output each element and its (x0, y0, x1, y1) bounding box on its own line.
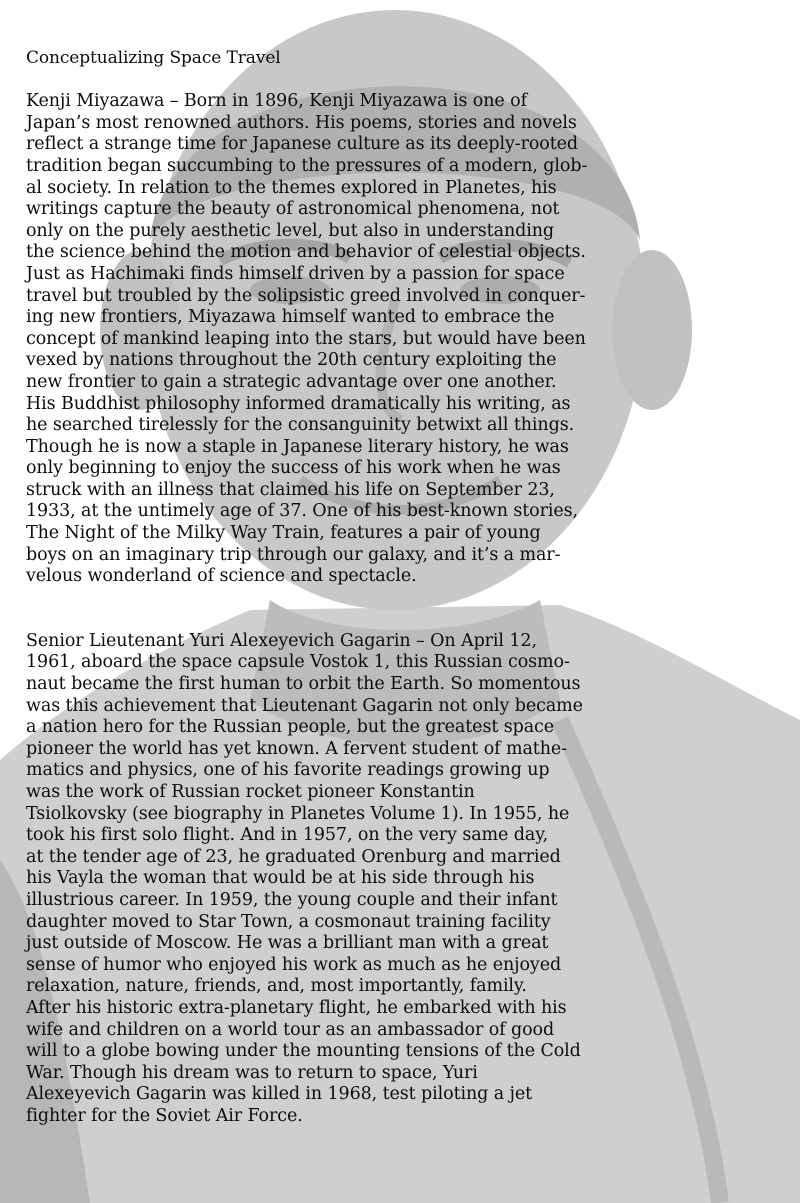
text-line: relaxation, nature, friends, and, most importantly, family. (26, 976, 527, 997)
text-line: was the work of Russian rocket pioneer Konstantin (26, 782, 475, 802)
text-line: velous wonderland of science and spectacle. (26, 566, 417, 587)
text-line: His Buddhist philosophy informed dramatically his writing, as (26, 393, 571, 414)
text-line: the science behind the motion and behavior of celestial objects. (26, 242, 586, 263)
text-line: 1961, aboard the space capsule Vostok 1, this Russian cosmo- (26, 652, 570, 673)
text-line: Kenji Miyazawa – Born in 1896, Kenji Miyazawa is one of (26, 91, 527, 112)
text-line: tradition began succumbing to the pressures of a modern, glob- (26, 155, 588, 176)
text-line: boys on an imaginary trip through our galaxy, and it’s a mar- (26, 544, 561, 565)
text-line: travel but troubled by the solipsistic greed involved in conquer- (26, 285, 586, 306)
page-title: Conceptualizing Space Travel (26, 48, 281, 68)
text-line: Though he is now a staple in Japanese literary history, he was (26, 436, 569, 457)
text-line: vexed by nations throughout the 20th century exploiting the (26, 350, 557, 371)
text-line: wife and children on a world tour as an ambassador of good (26, 1019, 555, 1040)
text-line: writings capture the beauty of astronomical phenomena, not (26, 199, 560, 220)
text-line: sense of humor who enjoyed his work as much as he enjoyed (26, 954, 562, 975)
text-line: just outside of Moscow. He was a brilliant man with a great (26, 933, 549, 954)
text-line: his Vayla the woman that would be at his side through his (26, 868, 535, 889)
text-line: he searched tirelessly for the consanguinity betwixt all things. (26, 415, 575, 436)
paragraph-gagarin (26, 631, 786, 1128)
text-line: ing new frontiers, Miyazawa himself wanted to embrace the (26, 307, 555, 328)
text-line: will to a globe bowing under the mounting tensions of the Cold (26, 1041, 581, 1062)
text-line: Alexeyevich Gagarin was killed in 1968, test piloting a jet (26, 1084, 533, 1105)
text-line: pioneer the world has yet known. A fervent student of mathe- (26, 738, 567, 759)
paragraph-miyazawa (26, 91, 786, 588)
text-line: After his historic extra-planetary flight, he embarked with his (26, 997, 567, 1018)
text-line: Senior Lieutenant Yuri Alexeyevich Gagarin – On April 12, (26, 630, 537, 651)
text-line: matics and physics, one of his favorite readings growing up (26, 760, 550, 781)
text-line: Just as Hachimaki finds himself driven by a passion for space (26, 263, 565, 284)
text-line: naut became the first human to orbit the Earth. So momentous (26, 674, 581, 695)
text-line: new frontier to gain a strategic advantage over one another. (26, 371, 557, 392)
text-line: only on the purely aesthetic level, but also in understanding (26, 220, 554, 241)
text-line: struck with an illness that claimed his life on September 23, (26, 479, 555, 500)
text-line: daughter moved to Star Town, a cosmonaut training facility (26, 911, 551, 932)
text-line: only beginning to enjoy the success of his work when he was (26, 458, 561, 479)
text-line: The Night of the Milky Way Train, features a pair of young (26, 523, 541, 544)
text-line: Tsiolkovsky (see biography in Planetes Volume 1). In 1955, he (26, 803, 570, 824)
text-line: took his first solo flight. And in 1957, on the very same day, (26, 825, 549, 846)
article-body (26, 48, 786, 1128)
text-line: a nation hero for the Russian people, but the greatest space (26, 717, 554, 738)
text-line: al society. In relation to the themes explored in Planetes, his (26, 177, 557, 198)
text-line: Japan’s most renowned authors. His poems, stories and novels (26, 112, 577, 133)
text-line: 1933, at the untimely age of 37. One of his best-known stories, (26, 501, 578, 522)
text-line: concept of mankind leaping into the stars, but would have been (26, 328, 586, 349)
text-line: was this achievement that Lieutenant Gagarin not only became (26, 695, 583, 716)
text-line: illustrious career. In 1959, the young couple and their infant (26, 889, 558, 910)
text-line: at the tender age of 23, he graduated Orenburg and married (26, 846, 561, 867)
text-line: reflect a strange time for Japanese culture as its deeply-rooted (26, 134, 578, 155)
text-line: fighter for the Soviet Air Force. (26, 1105, 303, 1126)
text-line: War. Though his dream was to return to space, Yuri (26, 1062, 478, 1083)
